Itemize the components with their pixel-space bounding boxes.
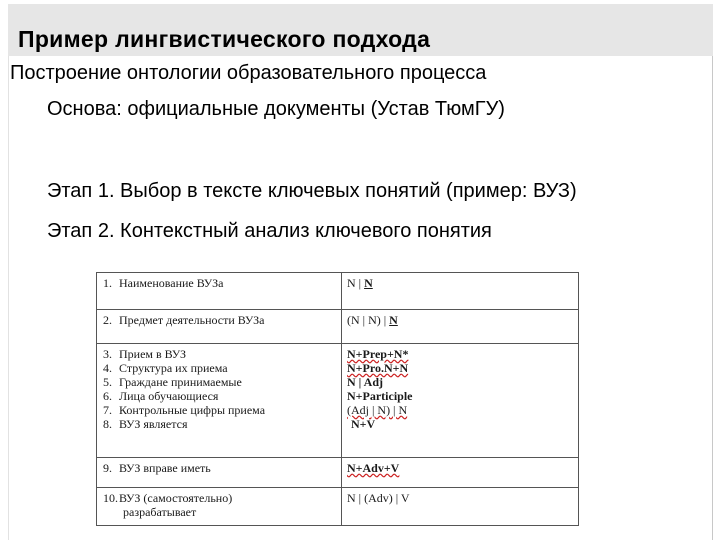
left-rule <box>8 56 9 540</box>
right-rule <box>712 56 713 540</box>
pattern-line: N+Prep+N* <box>347 347 409 361</box>
table-cell-term <box>97 458 342 488</box>
table-row <box>97 344 579 458</box>
pattern-line: N+Participle <box>347 389 413 403</box>
table-cell-pattern <box>342 273 579 310</box>
pattern-line: (Adj | N) | N <box>347 403 408 417</box>
pattern-line: N+V <box>351 417 376 431</box>
stage2-line: Этап 2. Контекстный анализ ключевого понятия <box>47 220 492 242</box>
term-line: 5. Граждане принимаемые <box>103 375 242 389</box>
title-bar <box>8 4 713 56</box>
term-line: 3. Прием в ВУЗ <box>103 347 187 361</box>
term-line: 9. ВУЗ вправе иметь <box>103 461 211 475</box>
term-line: 8. ВУЗ является <box>103 417 188 431</box>
table-row <box>97 273 579 310</box>
slide-subtitle: Построение онтологии образовательного процесса <box>10 62 487 84</box>
slide-title: Пример лингвистического подхода <box>18 26 431 52</box>
table-cell-pattern <box>342 458 579 488</box>
term-line: 6. Лица обучающиеся <box>103 389 219 403</box>
term-line: 4. Структура их приема <box>103 361 228 375</box>
table-cell-pattern <box>342 488 579 526</box>
table-cell-term <box>97 488 342 526</box>
table-cell-term <box>97 273 342 310</box>
pattern-line: N+Adv+V <box>347 461 400 475</box>
table-cell-term <box>97 344 342 458</box>
term-line: 7. Контрольные цифры приема <box>103 403 266 417</box>
basis-line: Основа: официальные документы (Устав ТюмГУ) <box>47 98 505 120</box>
table-row <box>97 488 579 526</box>
table-cell-pattern <box>342 310 579 344</box>
term-line: 2. Предмет деятельности ВУЗа <box>103 313 265 327</box>
term-line: 1. Наименование ВУЗа <box>103 276 224 290</box>
pattern-line: N | Adj <box>347 375 383 389</box>
pattern-line: (N | N) | N <box>347 313 398 327</box>
pattern-line: N | (Adv) | V <box>347 491 410 505</box>
table-row <box>97 458 579 488</box>
term-line: разрабатывает <box>123 505 197 519</box>
table-cell-pattern <box>342 344 579 458</box>
context-analysis-table <box>96 272 579 526</box>
stage1-line: Этап 1. Выбор в тексте ключевых понятий (пример: ВУЗ) <box>47 180 577 202</box>
table-cell-term <box>97 310 342 344</box>
table-row <box>97 310 579 344</box>
pattern-line: N+Pro.N+N <box>347 361 409 375</box>
pattern-line: N | N <box>347 276 373 290</box>
term-line: 10.ВУЗ (самостоятельно) <box>103 491 233 505</box>
